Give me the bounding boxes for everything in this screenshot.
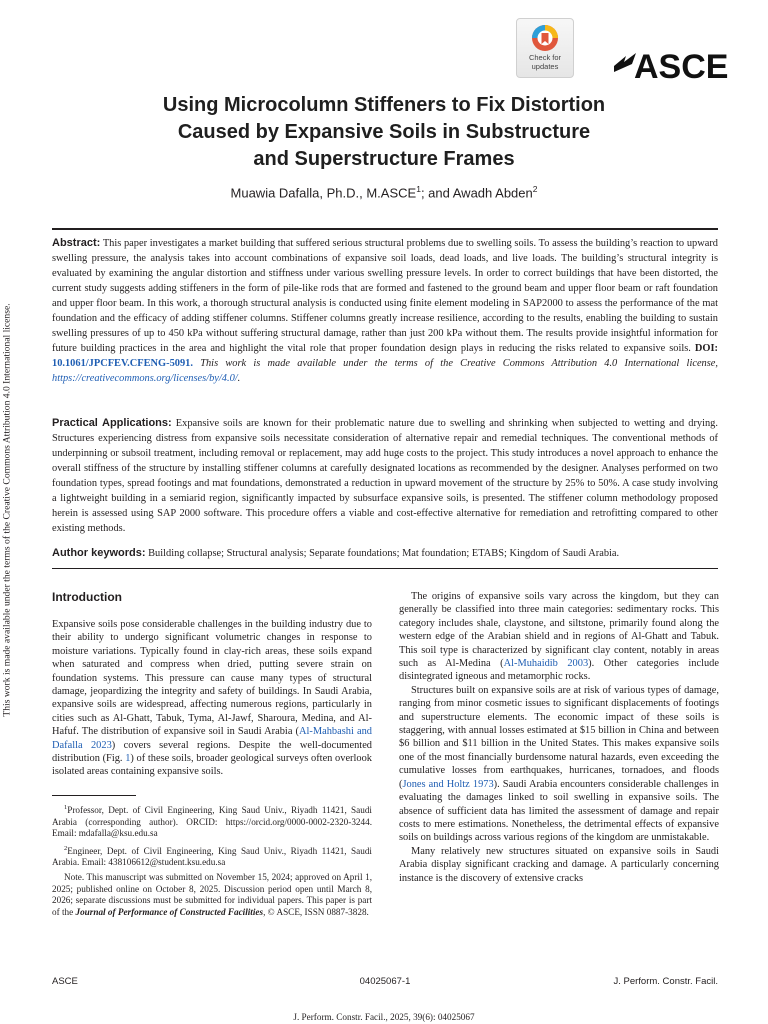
abstract-label: Abstract: — [52, 237, 101, 249]
left-column — [52, 590, 372, 918]
intro-paragraph-2 — [399, 590, 719, 684]
abstract-top-rule — [52, 228, 718, 230]
intro-p1-text-b: ) covers several regions. Despite the well-documented distribution (Fig. — [52, 739, 373, 765]
footnote-2-marker: 2 — [64, 844, 68, 852]
ref-jones-holtz-1973[interactable]: Jones and Holtz 1973 — [402, 778, 494, 790]
page-footer — [52, 976, 718, 990]
practical-applications-text: Expansive soils are known for their problematic nature due to swelling and shrinking when subjected to wetting and drying. Structures experiencing distress from expansive soils necessitate consideration of alternative repair and remedial techniques. The conventional methods of underpinning or subsoil treatment, including removal or replacement, may add huge costs to the project. This study introduces a novel approach to enhance the overall stiffness of the structure by installing stiffener columns at carefully designated locations as recommended by the designer. Analyses performed on two foundation types, spread footings and mat foundations, demonstrated a reduction in upward movement of the structure by 25% to 50%. A case study involving a lightweight building in a semiarid region, significantly impacted by subsurface expansive soils, is presented. The stiffener column methodology proposed herein is assessed using SAP 2000 software. This procedure offers a viable and cost-effective alternative for remediation and retrofitting compared to other existing methods. — [52, 418, 718, 534]
right-column — [399, 590, 719, 885]
manuscript-note-text-b: , © ASCE, ISSN 0887-3828. — [263, 906, 369, 917]
manuscript-note-text-a: Note. This manuscript was submitted on November 15, 2024; approved on April 1, 2025; published online on October 8, 2025. Discussion period open until March 8, 2026; separate discussions must be submitted for individual papers. This paper is part of the — [52, 871, 372, 917]
author-line — [60, 184, 708, 200]
footnote-2 — [52, 843, 372, 869]
footnote-1 — [52, 802, 372, 840]
license-side-note-text: This work is made available under the terms of the Creative Commons Attribution 4.0 International license. — [1, 303, 13, 717]
intro-p3-text-b: ). Saudi Arabia encounters considerable challenges in evaluating the damages linked to soil swelling in expansive soils. The absence of sufficient data has limited the assessment of damage and repair costs to mere estimations. Nonetheless, the detrimental effects of expansive soils on buildings across various regions of the kingdom are unmistakable. — [399, 778, 719, 844]
footer-article-number: 04025067-1 — [359, 976, 411, 987]
doi-label: DOI: — [694, 343, 718, 354]
footnote-2-text: Engineer, Dept. of Civil Engineering, King Saud Univ., Riyadh 11421, Saudi Arabia. Email: 438106612@student.ksu.edu.sa — [52, 845, 372, 868]
license-text: This work is made available under the terms of the Creative Commons Attribution 4.0 International license, — [200, 358, 718, 369]
abstract-section — [52, 236, 718, 386]
intro-p2-text-b: ). Other categories include disintegrated igneous and metamorphic rocks. — [399, 658, 719, 683]
badge-line-1: Check for — [528, 53, 562, 62]
article-title — [60, 92, 708, 173]
footnote-1-text: Professor, Dept. of Civil Engineering, King Saud Univ., Riyadh 11421, Saudi Arabia (corresponding author). ORCID: https://orcid.org/0000-0002-2320-3244. Email: mdafalla@ksu.edu.sa — [52, 804, 372, 839]
intro-p2-text-a: The origins of expansive soils vary across the kingdom, but they can generally be classified into three main categories: sedimentary rocks. This category includes shale, claystone, and siltstone, primarily found along the western edge of the Arabian shield and in regions of Al-Ghatt and Tabuk. This soil type is characterized by significant clay content, notably in areas such as Al-Medina ( — [399, 591, 719, 670]
footnote-1-marker: 1 — [64, 803, 68, 811]
manuscript-note — [52, 872, 372, 918]
author-1-affiliation: 1 — [416, 184, 421, 194]
license-end: . — [237, 373, 241, 384]
asce-logo-text: ASCE — [634, 48, 729, 86]
license-side-note — [0, 290, 14, 730]
doi-link[interactable]: 10.1061/JPCFEV.CFENG-5091. — [52, 358, 193, 369]
ref-al-muhaidib-2003[interactable]: Al-Muhaidib 2003 — [503, 658, 589, 670]
title-line-1: Using Microcolumn Stiffeners to Fix Distortion — [162, 94, 606, 116]
intro-p1-text-a: Expansive soils pose considerable challenges in the building industry due to their ability to undergo significant volumetric changes in response to moisture variations. Typically found in clay-rich areas, these soils expand when saturated and compress when dried, putting severe strain on foundation systems. This pressure can cause many types of structural damage, jeopardizing the integrity and safety of buildings. In Saudi Arabia, expansive soils are widespread, affecting numerous regions, particularly in cities such as Al-Ghatt, Tabuk, Tyma, Al-Jawf, Sharoura, Medina, and Al-Hafuf. The distribution of expansive soil in Saudi Arabia ( — [52, 619, 372, 738]
author-1: Muawia Dafalla, Ph.D., M.ASCE — [230, 185, 417, 201]
abstract-text: This paper investigates a market building that suffered serious structural problems due to swelling soils. To assess the building’s reaction to upward swelling pressure, the analysis takes into account combinations of expansive soil loads, dead loads, and live loads. The building’s structural integrity is evaluated by examining the angular distortion and stiffness under various swelling pressure levels. In order to correct buildings that have been distorted, the current study suggests adding stiffeners in the form of pile-like rods that are formed and fastened to the ground beam and upper floor beam or raft foundation and upper floor beam. In this work, a thorough structural analysis is conducted using finite element modeling in SAP2000 to assess the performance of the mat foundation and the efficacy of adding stiffener columns. Stiffener columns greatly increase resilience, according to the results, enabling the building to sustain swelling pressures of up to 450 kPa without suffering structural damage, rather than just 200 kPa without them. The results provide insightful information for future building practices in the area and highlight the vital role that proper foundation design plays in reducing the risks related to expansive soils. — [52, 238, 718, 354]
author-keywords-section — [52, 546, 718, 561]
author-2-affiliation: 2 — [532, 184, 538, 194]
introduction-heading: Introduction — [52, 590, 122, 604]
title-line-2: Caused by Expansive Soils in Substructure — [177, 121, 591, 143]
practical-applications-label: Practical Applications: — [52, 417, 172, 429]
badge-line-2: updates — [531, 62, 559, 71]
license-link[interactable]: https://creativecommons.org/licenses/by/4.0/ — [52, 373, 238, 384]
asce-logo — [612, 42, 729, 86]
footer-publisher: ASCE — [52, 976, 78, 987]
intro-paragraph-1 — [52, 618, 372, 779]
intro-p1-text-c: ) of these soils, broader geological surveys often overlook isolated areas containing expansive soils. — [52, 753, 372, 778]
intro-paragraph-3 — [399, 684, 719, 845]
check-for-updates-badge[interactable] — [516, 18, 574, 78]
author-keywords-text: Building collapse; Structural analysis; Separate foundations; Mat foundation; ETABS; Kingdom of Saudi Arabia. — [148, 548, 620, 559]
practical-applications-section — [52, 416, 718, 536]
author-separator: ; and Awadh Abden — [420, 185, 533, 201]
ref-al-mahbashi-2023[interactable]: Al-Mahbashi and Dafalla 2023 — [52, 726, 372, 751]
intro-p3-text-a: Structures built on expansive soils are at risk of various types of damage, ranging from minor cosmetic issues to significant displacements of footings and superstructure elements. The economic impact of these soils is staggering, with annual losses estimated at $15 billion in China and between $6 billion and $11 billion in the United States. This makes expansive soils one of the most financially burdensome natural hazards, even exceeding the cumulative losses from earthquakes, hurricanes, tornadoes, and floods ( — [399, 684, 719, 790]
title-line-3: and Superstructure Frames — [253, 148, 515, 170]
asce-logo-mark — [614, 53, 636, 72]
journal-name: Journal of Performance of Constructed Facilities — [75, 906, 264, 917]
citation-line: J. Perform. Constr. Facil., 2025, 39(6): 04025067 — [293, 1012, 475, 1022]
abstract-bottom-rule — [52, 568, 718, 569]
figure-1-link[interactable]: 1 — [125, 753, 131, 765]
check-for-updates-icon — [530, 23, 560, 53]
intro-paragraph-4: Many relatively new structures situated on expansive soils in Saudi Arabia display significant cracking and damage. A particularly concerning instance is the discovery of extensive cracks — [399, 845, 719, 884]
author-keywords-label: Author keywords: — [52, 547, 146, 559]
footer-journal: J. Perform. Constr. Facil. — [613, 976, 718, 987]
footnote-rule — [52, 795, 136, 796]
